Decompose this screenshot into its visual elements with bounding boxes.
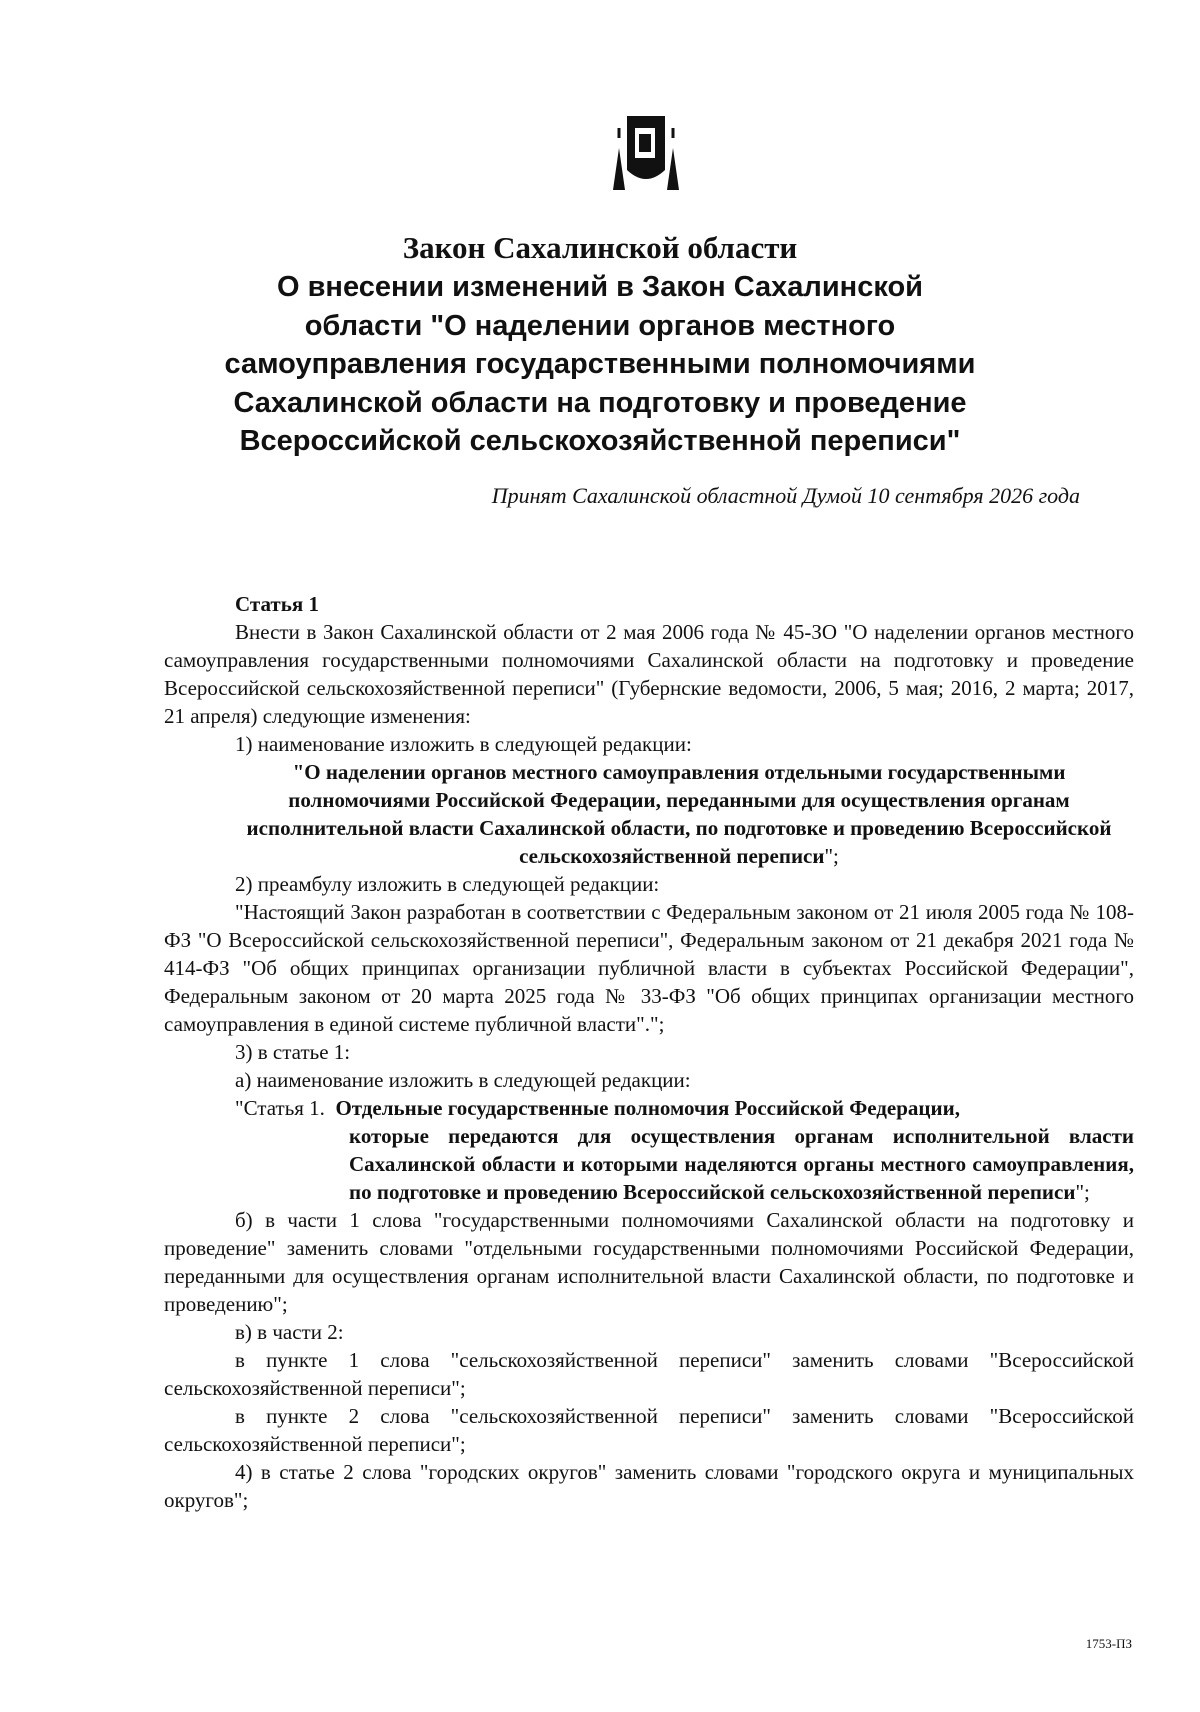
law-title: Закон Сахалинской области [402, 230, 798, 265]
adoption-note: Принят Сахалинской областной Думой 10 сентября 2026 года [491, 483, 1080, 508]
item-3a-title-first: Отдельные государственные полномочия Российской Федерации, [335, 1096, 960, 1120]
item-3a-title-rest-text: которые передаются для осуществления органам исполнительной власти Сахалинской области и которыми наделяются органы местного самоуправления, по подготовке и проведению Всероссийской сельскохозяйственной переписи [349, 1124, 1134, 1204]
law-subject-line: Всероссийской сельскохозяйственной переписи" [239, 425, 961, 457]
document-code: 1753-ПЗ [1085, 1636, 1132, 1651]
item-1: 1) наименование изложить в следующей редакции: [235, 732, 692, 756]
item-3a-title-rest [164, 1122, 1134, 1206]
item-1-quote [164, 758, 1134, 870]
item-3v: в) в части 2: [235, 1320, 344, 1344]
law-subject-line: Сахалинской области на подготовку и проведение [233, 386, 967, 419]
item-2-quote: "Настоящий Закон разработан в соответствии с Федеральным законом от 21 июля 2005 года № 108-ФЗ "О Всероссийской сельскохозяйственной переписи", Федеральным законом от 21 декабря 2021 года № 414-ФЗ "Об общих принципах организации публичной власти в субъектах Российской Федерации", Федеральным законом от 20 марта 2025 года № 33-ФЗ "Об общих принципах организации местного самоуправления в единой системе публичной власти"."; [164, 900, 1134, 1036]
item-3a-title-first-line [164, 1094, 1134, 1122]
item-3a-lead: "Статья 1. [235, 1096, 325, 1120]
item-4: 4) в статье 2 слова "городских округов" заменить словами "городского округа и муниципальных округов"; [164, 1460, 1134, 1512]
item-3v-point-1: в пункте 1 слова "сельскохозяйственной переписи" заменить словами "Всероссийской сельскохозяйственной переписи"; [164, 1348, 1134, 1400]
sakhalin-coat-of-arms-icon [605, 108, 687, 200]
item-1-quote-text: "О наделении органов местного самоуправления отдельными государственными полномочиями Российской Федерации, переданными для осуществления органам исполнительной власти Сахалинской области, по подготовке и проведению Всероссийской сельскохозяйственной переписи [246, 760, 1112, 868]
article-intro: Внести в Закон Сахалинской области от 2 мая 2006 года № 45-ЗО "О наделении органов местного самоуправления государственными полномочиями Сахалинской области на подготовку и проведение Всероссийской сельскохозяйственной переписи" (Губернские ведомости, 2006, 5 мая; 2016, 2 марта; 2017, 21 апреля) следующие изменения: [164, 620, 1134, 728]
item-1-quote-end: "; [824, 844, 839, 868]
law-subject [150, 268, 1050, 461]
article-body [164, 590, 1134, 1514]
item-3a-end: "; [1075, 1180, 1090, 1204]
item-3a: а) наименование изложить в следующей редакции: [235, 1068, 691, 1092]
item-3b: б) в части 1 слова "государственными полномочиями Сахалинской области на подготовку и проведение" заменить словами "отдельными государственными полномочиями Российской Федерации, переданными для осуществления органам исполнительной власти Сахалинской области, по подготовке и проведению"; [164, 1208, 1134, 1316]
item-3: 3) в статье 1: [235, 1040, 351, 1064]
law-subject-line: самоуправления государственными полномочиями [224, 348, 976, 380]
law-subject-line: О внесении изменений в Закон Сахалинской [276, 271, 923, 303]
item-3v-point-2: в пункте 2 слова "сельскохозяйственной переписи" заменить словами "Всероссийской сельскохозяйственной переписи"; [164, 1404, 1134, 1456]
law-subject-line: области "О наделении органов местного [304, 309, 896, 342]
item-2: 2) преамбулу изложить в следующей редакции: [235, 872, 660, 896]
article-heading: Статья 1 [235, 592, 319, 616]
